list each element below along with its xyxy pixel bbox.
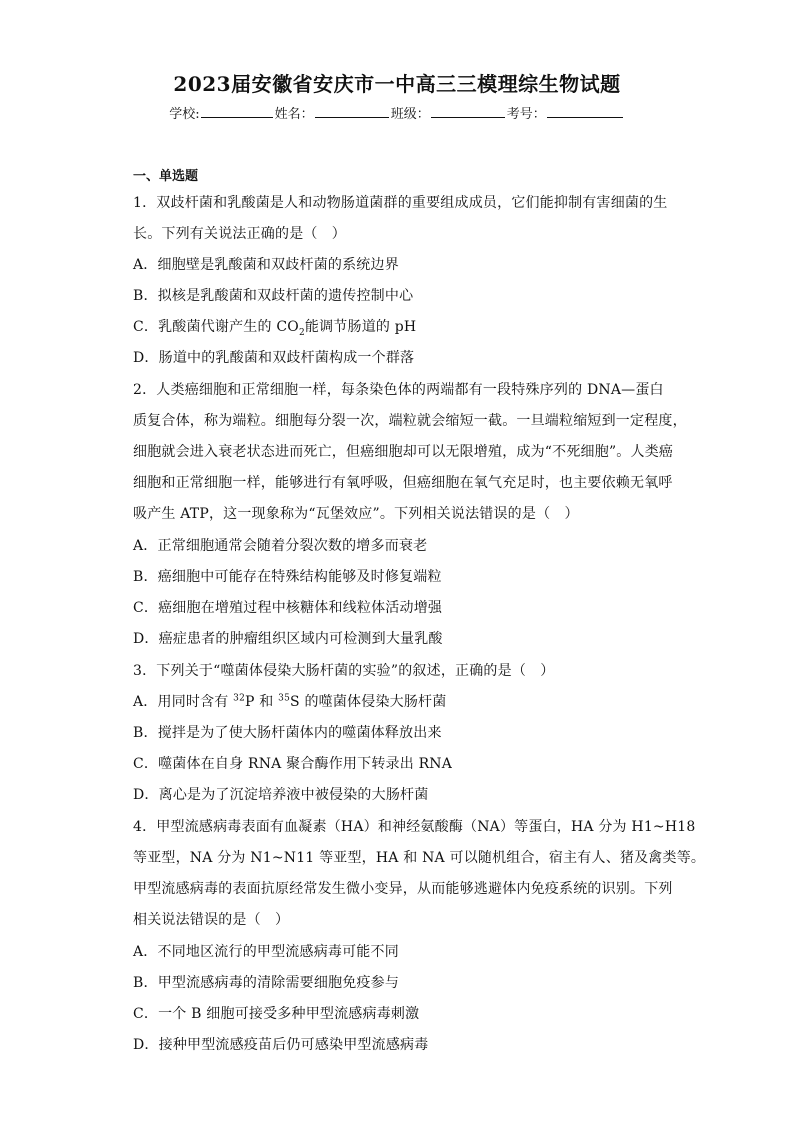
q3-option-d: D．离心是为了沉淀培养液中被侵染的大肠杆菌 [133,787,429,803]
q1-stem-line: 长。下列有关说法正确的是（ ） [133,226,346,242]
q3-stem-line: 3．下列关于“噬菌体侵染大肠杆菌的实验”的叙述，正确的是（ ） [133,663,555,679]
q4-option-d: D．接种甲型流感疫苗后仍可感染甲型流感病毒 [133,1037,429,1053]
name-blank[interactable] [315,104,389,118]
q4-stem-line: 相关说法错误的是（ ） [133,912,290,928]
school-blank[interactable] [201,104,273,118]
q4-stem-line: 4．甲型流感病毒表面有血凝素（HA）和神经氨酸酶（NA）等蛋白，HA 分为 H1~H18 [133,819,696,835]
q2-stem-line: 质复合体，称为端粒。细胞每分裂一次，端粒就会缩短一截。一旦端粒缩短到一定程度， [133,413,687,429]
q3-option-a: A．用同时含有 $^{32}$P 和 $^{35}$S 的噬菌体侵染大肠杆菌 [133,693,447,710]
exam-no-blank[interactable] [547,104,623,118]
q3-option-b: B．搅拌是为了使大肠杆菌体内的噬菌体释放出来 [133,725,442,741]
q3-option-c: C．噬菌体在自身 RNA 聚合酶作用下转录出 RNA [133,756,453,772]
class-label: 班级： [390,107,430,122]
q1-option-b: B．拟核是乳酸菌和双歧杆菌的遗传控制中心 [133,288,414,304]
student-info-line [0,103,794,122]
name-label: 姓名： [274,107,314,122]
class-blank[interactable] [431,104,505,118]
q1-stem-line: 1．双歧杆菌和乳酸菌是人和动物肠道菌群的重要组成成员，它们能抑制有害细菌的生 [133,195,668,211]
q4-stem-line: 等亚型，NA 分为 N1~N11 等亚型，HA 和 NA 可以随机组合，宿主有人、猪及禽类等。 [133,850,706,866]
q4-stem-line: 甲型流感病毒的表面抗原经常发生微小变异，从而能够逃避体内免疫系统的识别。下列 [133,881,673,897]
q4-option-b: B．甲型流感病毒的清除需要细胞免疫参与 [133,975,400,991]
q4-option-c: C．一个 B 细胞可接受多种甲型流感病毒刺激 [133,1006,420,1022]
q2-stem-line: 细胞就会进入衰老状态进而死亡，但癌细胞却可以无限增殖，成为“不死细胞”。人类癌 [133,444,674,460]
exam-no-label: 考号： [506,107,546,122]
q2-stem-line: 细胞和正常细胞一样，能够进行有氧呼吸，但癌细胞在氧气充足时，也主要依赖无氧呼 [133,475,673,491]
q2-option-c: C．癌细胞在增殖过程中核糖体和线粒体活动增强 [133,600,443,616]
q4-option-a: A．不同地区流行的甲型流感病毒可能不同 [133,944,399,960]
q1-option-a: A．细胞壁是乳酸菌和双歧杆菌的系统边界 [133,257,399,273]
q1-option-d: D．肠道中的乳酸菌和双歧杆菌构成一个群落 [133,350,415,366]
q2-option-b: B．癌细胞中可能存在特殊结构能够及时修复端粒 [133,569,442,585]
q2-option-a: A．正常细胞通常会随着分裂次数的增多而衰老 [133,538,428,554]
q2-option-d: D．癌症患者的肿瘤组织区域内可检测到大量乳酸 [133,631,443,647]
document-title: 2023届安徽省安庆市一中高三三模理综生物试题 [173,72,621,96]
section-heading: 一、单选题 [133,169,199,184]
q1-option-c: C．乳酸菌代谢产生的 $CO_2$能调节肠道的 pH [133,319,417,338]
q2-stem-line: 2．人类癌细胞和正常细胞一样，每条染色体的两端都有一段特殊序列的 DNA—蛋白 [133,382,664,398]
school-label: 学校: [169,107,200,122]
q2-stem-line: 吸产生 ATP，这一现象称为“瓦堡效应”。下列相关说法错误的是（ ） [133,506,579,522]
